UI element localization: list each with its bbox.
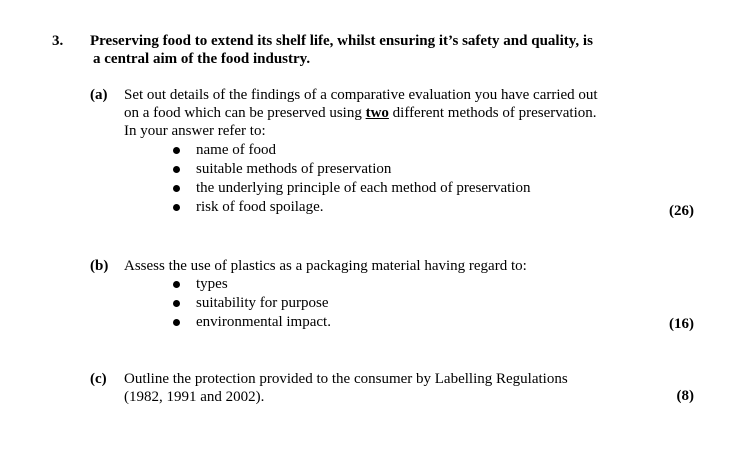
list-item-text: types bbox=[196, 276, 228, 292]
bullet-icon bbox=[173, 300, 180, 307]
list-item-text: name of food bbox=[196, 142, 276, 158]
part-a-line-2-before: on a food which can be preserved using bbox=[124, 105, 366, 121]
part-c-line-2: (1982, 1991 and 2002). bbox=[124, 389, 265, 405]
bullet-icon bbox=[173, 185, 180, 192]
part-a-line-2-after: different methods of preservation. bbox=[388, 105, 597, 121]
list-item bbox=[172, 198, 530, 217]
list-item bbox=[172, 141, 530, 160]
bullet-icon bbox=[173, 319, 180, 326]
part-c-label: (c) bbox=[90, 371, 107, 387]
part-a-marks: (26) bbox=[669, 203, 694, 219]
bullet-icon bbox=[173, 147, 180, 154]
list-item-text: suitability for purpose bbox=[196, 295, 329, 311]
part-a-line-3: In your answer refer to: bbox=[124, 123, 266, 139]
part-a-line-2 bbox=[124, 104, 664, 122]
part-a-emphasis-two: two bbox=[365, 105, 389, 121]
list-item-text: suitable methods of preservation bbox=[196, 161, 392, 177]
part-c-text bbox=[124, 370, 664, 406]
part-c-line-1: Outline the protection provided to the consumer by Labelling Regulations bbox=[124, 371, 568, 387]
part-a-bullet-list bbox=[172, 141, 530, 217]
list-item-text: the underlying principle of each method of preservation bbox=[196, 180, 531, 196]
part-b-line-1: Assess the use of plastics as a packaging material having regard to: bbox=[124, 258, 527, 274]
part-c-marks: (8) bbox=[676, 388, 694, 404]
part-b-bullet-list bbox=[172, 275, 331, 332]
list-item bbox=[172, 179, 530, 198]
part-a-label: (a) bbox=[90, 87, 108, 103]
part-a-text bbox=[124, 86, 664, 140]
list-item bbox=[172, 275, 331, 294]
question-number: 3. bbox=[52, 33, 64, 49]
question-stem-line-2: a central aim of the food industry. bbox=[93, 51, 311, 67]
list-item bbox=[172, 294, 331, 313]
part-a-line-1: Set out details of the findings of a comparative evaluation you have carried out bbox=[124, 87, 598, 103]
bullet-icon bbox=[173, 281, 180, 288]
part-b-text bbox=[124, 257, 664, 275]
bullet-icon bbox=[173, 204, 180, 211]
list-item bbox=[172, 313, 331, 332]
part-b-label: (b) bbox=[90, 258, 109, 274]
list-item bbox=[172, 160, 530, 179]
list-item-text: environmental impact. bbox=[196, 314, 331, 330]
question-stem bbox=[90, 32, 650, 68]
list-item-text: risk of food spoilage. bbox=[196, 199, 324, 215]
part-b-marks: (16) bbox=[669, 316, 694, 332]
question-stem-line-1: Preserving food to extend its shelf life, whilst ensuring it’s safety and quality, is bbox=[90, 33, 593, 49]
bullet-icon bbox=[173, 166, 180, 173]
